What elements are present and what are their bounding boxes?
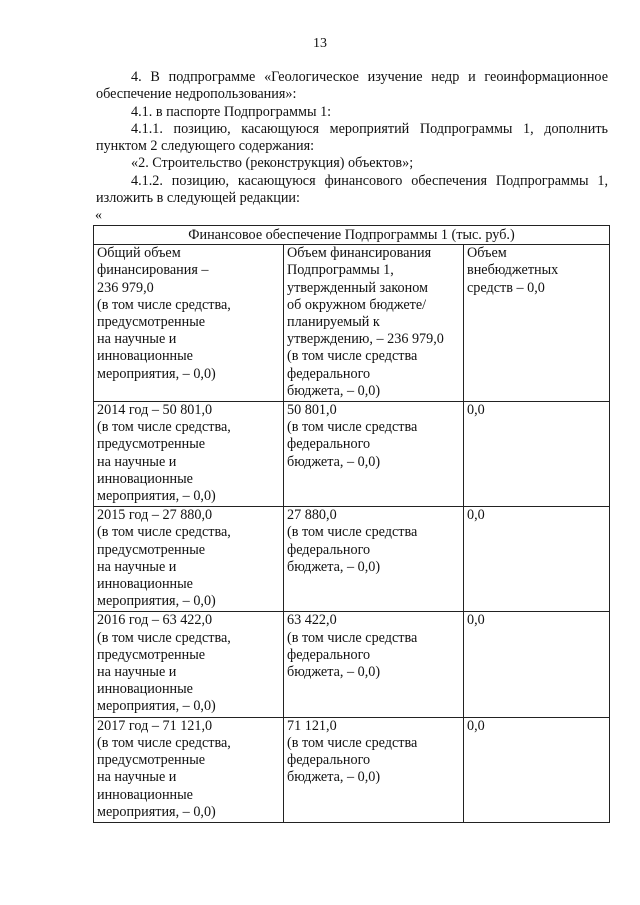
year-total-cell-line: инновационные [97, 470, 193, 487]
table-title: Финансовое обеспечение Подпрограммы 1 (тыс. руб.) [94, 226, 610, 245]
year-extrabudgetary-cell [464, 507, 610, 612]
total-financing-cell-line: Общий объем [97, 245, 181, 262]
page-number: 13 [313, 36, 327, 51]
year-total-cell [94, 717, 284, 822]
year-extrabudgetary-cell [464, 717, 610, 822]
year-extrabudgetary-cell [464, 612, 610, 717]
year-budget-cell-line: (в том числе средства [287, 734, 418, 751]
year-budget-cell [284, 612, 464, 717]
year-total-cell-line: предусмотренные [97, 541, 206, 558]
year-total-cell-line: предусмотренные [97, 436, 206, 453]
financing-table [93, 225, 610, 823]
table-row [94, 507, 610, 612]
budget-financing-cell-line: Объем финансирования [287, 245, 432, 262]
table-row [94, 612, 610, 717]
year-budget-cell-line: бюджета, – 0,0) [287, 558, 381, 575]
year-total-cell-line: мероприятия, – 0,0) [97, 593, 216, 610]
year-total-cell-line: на научные и [97, 558, 177, 575]
extrabudgetary-cell [464, 245, 610, 402]
year-budget-cell-line: (в том числе средства [287, 629, 418, 646]
year-extrabudgetary-cell-line: 0,0 [467, 402, 485, 419]
year-total-cell-line: 2017 год – 71 121,0 [97, 717, 213, 734]
paragraph-1: 4. В подпрограмме «Геологическое изучение недр и геоинформационное обеспечение недропользования»: [96, 69, 608, 103]
year-budget-cell-line: 50 801,0 [287, 402, 337, 419]
year-budget-cell-line: федерального [287, 752, 371, 769]
year-total-cell [94, 612, 284, 717]
total-financing-cell-line: мероприятия, – 0,0) [97, 365, 216, 382]
budget-financing-cell-line: (в том числе средства [287, 348, 418, 365]
year-budget-cell-line: 63 422,0 [287, 612, 337, 629]
total-financing-cell-line: на научные и [97, 331, 177, 348]
total-financing-cell-line: (в том числе средства, [97, 296, 231, 313]
year-total-cell-line: (в том числе средства, [97, 629, 231, 646]
year-total-cell-line: предусмотренные [97, 752, 206, 769]
year-extrabudgetary-cell-line: 0,0 [467, 717, 485, 734]
year-total-cell [94, 402, 284, 507]
year-total-cell-line: мероприятия, – 0,0) [97, 488, 216, 505]
year-budget-cell [284, 507, 464, 612]
year-total-cell-line: 2014 год – 50 801,0 [97, 402, 213, 419]
budget-financing-cell-line: планируемый к [287, 314, 380, 331]
budget-financing-cell-line: федерального [287, 365, 371, 382]
year-budget-cell-line: бюджета, – 0,0) [287, 453, 381, 470]
extrabudgetary-cell-line: внебюджетных [467, 262, 559, 279]
year-budget-cell-line: бюджета, – 0,0) [287, 769, 381, 786]
year-total-cell-line: инновационные [97, 786, 193, 803]
budget-financing-cell-line: бюджета, – 0,0) [287, 382, 381, 399]
table-row [94, 717, 610, 822]
year-total-cell-line: на научные и [97, 664, 177, 681]
year-total-cell-line: 2016 год – 63 422,0 [97, 612, 213, 629]
year-total-cell-line: мероприятия, – 0,0) [97, 803, 216, 820]
year-budget-cell-line: федерального [287, 541, 371, 558]
budget-financing-cell-line: об окружном бюджете/ [287, 296, 427, 313]
budget-financing-cell-line: утверждению, – 236 979,0 [287, 331, 444, 348]
year-budget-cell [284, 402, 464, 507]
year-extrabudgetary-cell [464, 402, 610, 507]
paragraph-3: 4.1.1. позицию, касающуюся мероприятий Подпрограммы 1, дополнить пунктом 2 следующего содержания: [96, 120, 608, 155]
total-financing-cell-line: 236 979,0 [97, 279, 154, 296]
year-extrabudgetary-cell-line: 0,0 [467, 507, 485, 524]
budget-financing-cell-line: Подпрограммы 1, [287, 262, 394, 279]
extrabudgetary-cell-line: Объем [467, 245, 507, 262]
year-budget-cell-line: бюджета, – 0,0) [287, 664, 381, 681]
paragraph-2: 4.1. в паспорте Подпрограммы 1: [131, 103, 332, 120]
year-budget-cell-line: 71 121,0 [287, 717, 337, 734]
paragraph-5: 4.1.2. позицию, касающуюся финансового обеспечения Подпрограммы 1, изложить в следующей редакции: [96, 172, 608, 207]
budget-financing-cell [284, 245, 464, 402]
year-budget-cell-line: (в том числе средства [287, 419, 418, 436]
year-budget-cell-line: федерального [287, 436, 371, 453]
year-budget-cell-line: (в том числе средства [287, 524, 418, 541]
total-financing-cell [94, 245, 284, 402]
extrabudgetary-cell-line: средств – 0,0 [467, 279, 545, 296]
year-total-cell-line: 2015 год – 27 880,0 [97, 507, 213, 524]
year-total-cell-line: на научные и [97, 453, 177, 470]
total-financing-cell-line: инновационные [97, 348, 193, 365]
year-total-cell-line: инновационные [97, 576, 193, 593]
table-header-row [94, 245, 610, 402]
year-budget-cell [284, 717, 464, 822]
total-financing-cell-line: предусмотренные [97, 314, 206, 331]
year-budget-cell-line: федерального [287, 646, 371, 663]
year-total-cell-line: предусмотренные [97, 646, 206, 663]
document-body [96, 69, 608, 207]
table-title-row [94, 226, 610, 245]
year-total-cell-line: (в том числе средства, [97, 524, 231, 541]
table-row [94, 402, 610, 507]
year-total-cell-line: на научные и [97, 769, 177, 786]
budget-financing-cell-line: утвержденный законом [287, 279, 429, 296]
year-extrabudgetary-cell-line: 0,0 [467, 612, 485, 629]
year-total-cell-line: инновационные [97, 681, 193, 698]
year-budget-cell-line: 27 880,0 [287, 507, 337, 524]
year-total-cell-line: (в том числе средства, [97, 419, 231, 436]
year-total-cell-line: мероприятия, – 0,0) [97, 698, 216, 715]
year-total-cell-line: (в том числе средства, [97, 734, 231, 751]
opening-quote-mark: « [95, 208, 102, 223]
paragraph-4: «2. Строительство (реконструкция) объектов»; [131, 155, 414, 172]
total-financing-cell-line: финансирования – [97, 262, 209, 279]
year-total-cell [94, 507, 284, 612]
